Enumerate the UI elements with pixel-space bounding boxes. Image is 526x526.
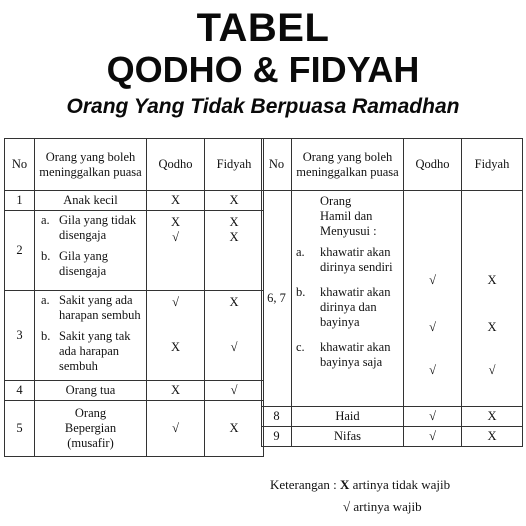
legend-x-symbol: X <box>340 477 350 492</box>
header-fidyah: Fidyah <box>205 139 264 191</box>
mark-b: X <box>229 230 239 244</box>
right-table <box>261 138 523 447</box>
right-header-row <box>262 139 523 191</box>
item-text: khawatir akan dirinya sendiri <box>320 245 393 274</box>
mark-a: X <box>229 215 239 229</box>
header-who: Orang yang boleh meninggalkan puasa <box>35 139 147 191</box>
item-label: c. <box>296 340 305 354</box>
row-no: 1 <box>5 191 35 211</box>
row-who <box>292 191 404 407</box>
row-no: 2 <box>5 211 35 291</box>
mark-c: √ <box>488 363 496 377</box>
header-who: Orang yang boleh meninggalkan puasa <box>292 139 404 191</box>
mark-a: X <box>487 273 497 287</box>
table-row <box>262 191 523 407</box>
header-fidyah: Fidyah <box>462 139 523 191</box>
row-qodho <box>404 191 462 407</box>
mark-b: √ <box>172 230 179 244</box>
row-fidyah <box>205 291 264 381</box>
title-line-1: TABEL <box>196 6 330 50</box>
row-qodho: √ <box>404 427 462 447</box>
row-qodho: X <box>147 191 205 211</box>
row-qodho: √ <box>404 407 462 427</box>
item-label: b. <box>41 249 51 263</box>
row-no: 8 <box>262 407 292 427</box>
header-qodho: Qodho <box>404 139 462 191</box>
left-table <box>4 138 264 457</box>
row-who <box>35 211 147 291</box>
title-line-2: QODHO & FIDYAH <box>106 49 420 90</box>
mark-b: √ <box>230 340 238 354</box>
mark-c: √ <box>429 363 436 377</box>
item-text: Gila yang tidak disengaja <box>59 213 137 242</box>
legend-label: Keterangan : <box>270 477 337 492</box>
table-row <box>5 381 264 401</box>
row-no: 3 <box>5 291 35 381</box>
row-who <box>35 291 147 381</box>
mark-b: √ <box>429 320 436 334</box>
item-text: Sakit yang ada harapan sembuh <box>59 293 141 322</box>
table-row <box>5 401 264 457</box>
legend-x-text: artinya tidak wajib <box>352 477 451 492</box>
item-label: a. <box>41 293 50 307</box>
row-who: Orang Bepergian (musafir) <box>35 401 147 457</box>
item-text: Sakit yang tak ada harapan sembuh <box>59 329 131 373</box>
mark-a: X <box>229 295 239 309</box>
row-qodho <box>147 291 205 381</box>
row-no: 6, 7 <box>262 191 292 407</box>
row-qodho: √ <box>147 401 205 457</box>
legend-line-1 <box>270 477 450 493</box>
row-fidyah: X <box>462 407 523 427</box>
mark-a: √ <box>172 295 179 309</box>
table-row <box>262 407 523 427</box>
row-qodho: X <box>147 381 205 401</box>
item-label: a. <box>296 245 305 259</box>
row-who: Haid <box>292 407 404 427</box>
mark-b: X <box>170 340 181 354</box>
row-no: 9 <box>262 427 292 447</box>
table-row <box>5 211 264 291</box>
row-fidyah: X <box>205 191 264 211</box>
mark-b: X <box>487 320 497 334</box>
row-fidyah <box>205 211 264 291</box>
row-fidyah: √ <box>205 381 264 401</box>
header-qodho: Qodho <box>147 139 205 191</box>
mark-a: √ <box>429 273 436 287</box>
table-row <box>5 291 264 381</box>
mark-a: X <box>170 215 181 229</box>
item-label: b. <box>41 329 51 343</box>
table-row <box>5 191 264 211</box>
row-who: Nifas <box>292 427 404 447</box>
legend-check-symbol: √ <box>343 499 351 514</box>
table-row <box>262 427 523 447</box>
item-intro: Orang Hamil dan Menyusui : <box>320 194 377 238</box>
subtitle: Orang Yang Tidak Berpuasa Ramadhan <box>66 95 460 118</box>
item-label: a. <box>41 213 50 227</box>
legend-check-text: artinya wajib <box>353 499 422 514</box>
row-who: Orang tua <box>35 381 147 401</box>
row-who: Anak kecil <box>35 191 147 211</box>
item-text: khawatir akan bayinya saja <box>320 340 391 369</box>
row-fidyah: X <box>462 427 523 447</box>
row-fidyah <box>462 191 523 407</box>
row-qodho <box>147 211 205 291</box>
header-no: No <box>262 139 292 191</box>
item-text: Gila yang disengaja <box>59 249 108 278</box>
left-header-row <box>5 139 264 191</box>
header-no: No <box>5 139 35 191</box>
item-label: b. <box>296 285 306 299</box>
row-no: 4 <box>5 381 35 401</box>
row-no: 5 <box>5 401 35 457</box>
row-fidyah: X <box>205 401 264 457</box>
item-text: khawatir akan dirinya dan bayinya <box>320 285 391 329</box>
legend-line-2 <box>343 499 422 515</box>
